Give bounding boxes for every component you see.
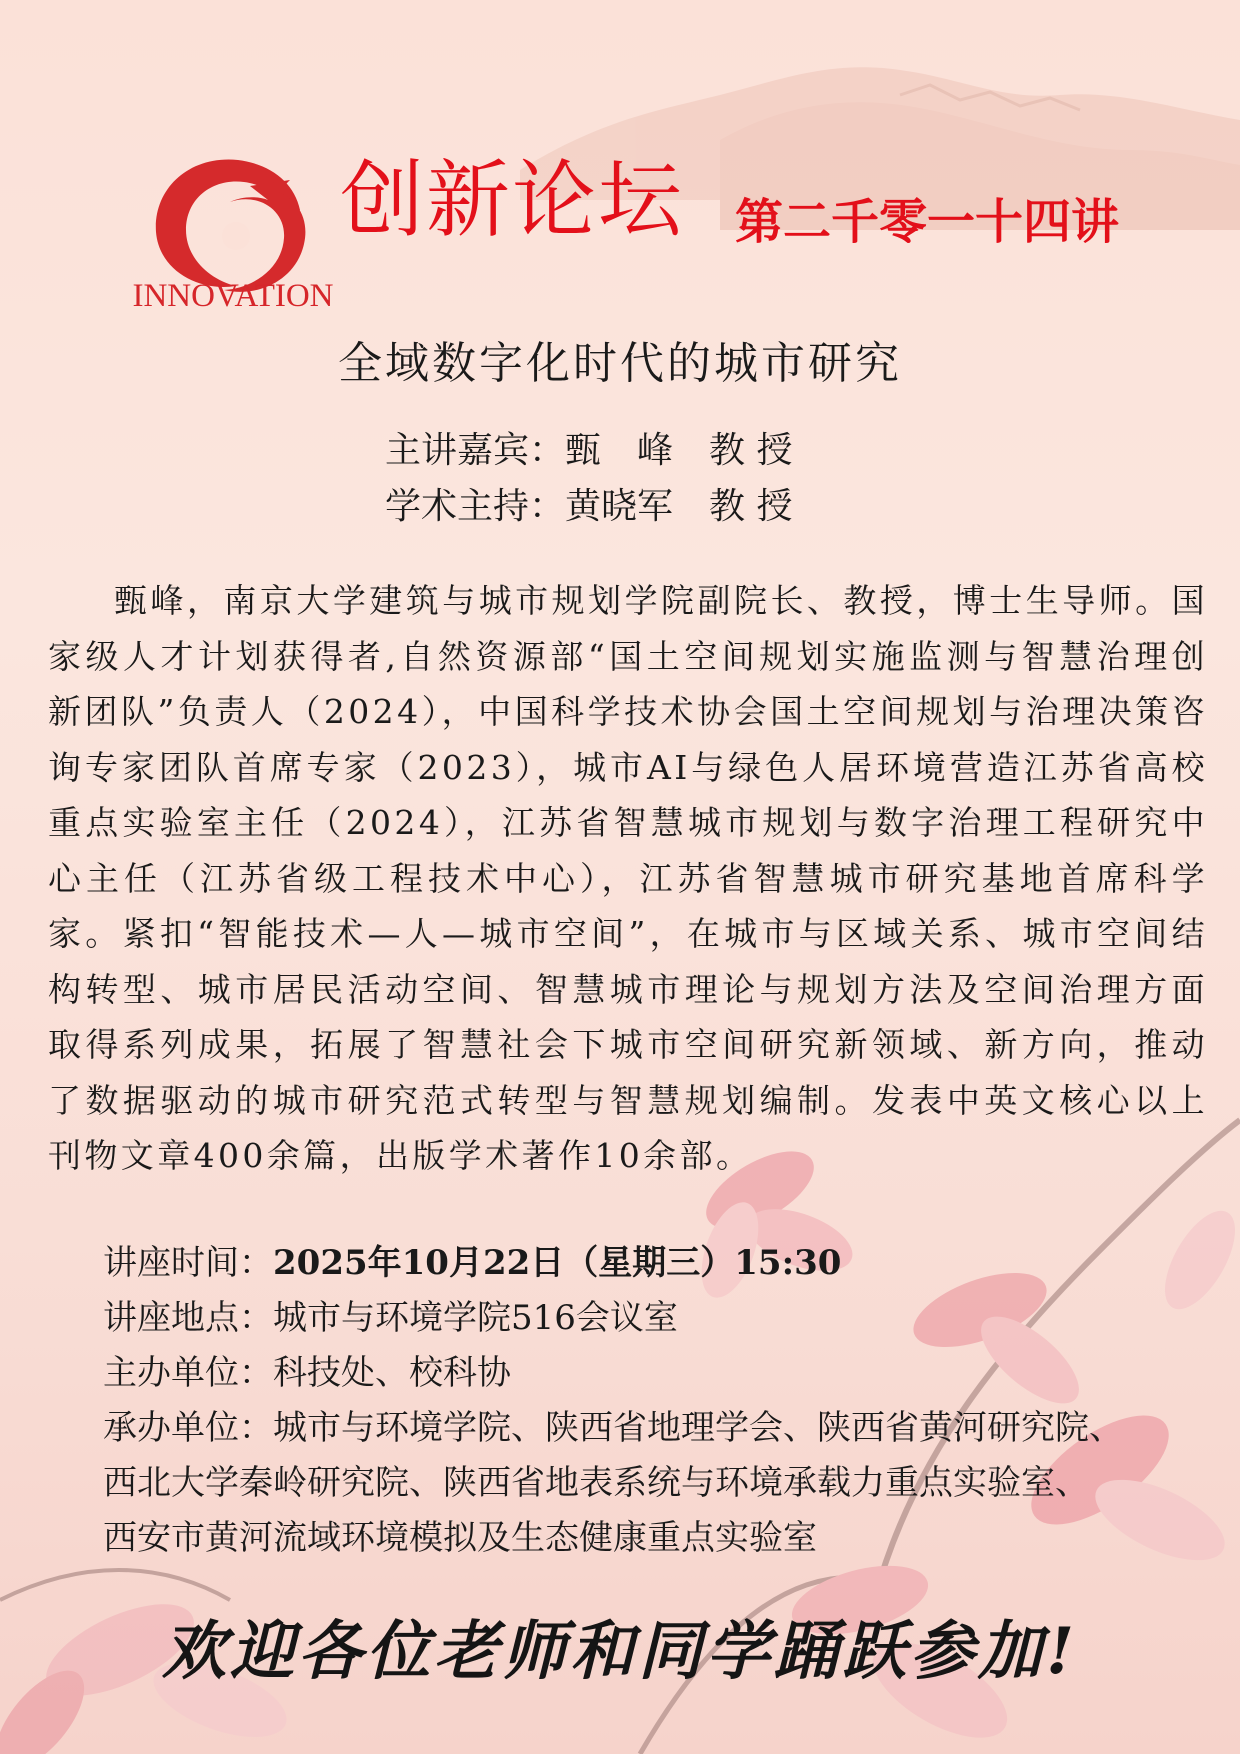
place-label: 讲座地点： — [103, 1298, 273, 1338]
speaker-name: 甄 峰 — [565, 430, 710, 471]
speaker-label: 主讲嘉宾： — [385, 430, 566, 471]
talk-title: 全域数字化时代的城市研究 — [338, 338, 902, 389]
co-organizer-row-2: 西北大学秦岭研究院、陕西省地表系统与环境承载力重点实验室、 — [103, 1463, 1089, 1503]
speaker-title: 教 授 — [709, 430, 793, 471]
speaker-host-block — [385, 423, 792, 535]
organizer-value: 科技处、校科协 — [273, 1353, 511, 1393]
lecture-number: 第二千零一十四讲 — [735, 194, 1120, 250]
co-organizer-row — [103, 1401, 1213, 1456]
host-name: 黄晓军 — [565, 486, 710, 527]
organizer-label: 主办单位： — [103, 1353, 273, 1393]
speaker-bio: 甄峰，南京大学建筑与城市规划学院副院长、教授，博士生导师。国家级人才计划获得者,自然资源部“国土空间规划实施监测与智慧治理创新团队”负责人（2024），中国科学技术协会国土空间规划与治理决策咨询专家团队首席专家（2023），城市AI与绿色人居环境营造江苏省高校重点实验室主任（2024），江苏省智慧城市规划与数字治理工程研究中心主任（江苏省级工程技术中心），江苏省智慧城市研究基地首席科学家。紧扣“智能技术—人—城市空间”，在城市与区域关系、城市空间结构转型、城市居民活动空间、智慧城市理论与规划方法及空间治理方面取得系列成果，拓展了智慧社会下城市空间研究新领域、新方向，推动了数据驱动的城市研究范式转型与智慧规划编制。发表中英文核心以上刊物文章400余篇，出版学术著作10余部。 — [48, 581, 1208, 1175]
forum-title: 创新论坛 — [340, 151, 685, 249]
host-row — [385, 479, 792, 535]
co-organizer-label: 承办单位： — [103, 1408, 273, 1448]
welcome-slogan: 欢迎各位老师和同学踊跃参加! — [161, 1614, 1079, 1689]
host-title: 教 授 — [709, 486, 793, 527]
host-label: 学术主持： — [385, 486, 566, 527]
time-row — [103, 1236, 1213, 1291]
time-label: 讲座时间： — [103, 1243, 273, 1283]
speaker-row — [385, 423, 792, 479]
place-value: 城市与环境学院516会议室 — [273, 1298, 678, 1338]
co-organizer-line1: 城市与环境学院、陕西省地理学会、陕西省黄河研究院、 — [273, 1408, 1123, 1448]
place-row — [103, 1291, 1213, 1346]
organizer-row — [103, 1346, 1213, 1401]
logo-wordmark: INNOVATION — [132, 278, 334, 314]
co-organizer-row-3: 西安市黄河流域环境模拟及生态健康重点实验室 — [103, 1518, 817, 1558]
time-value: 2025年10月22日（星期三）15:30 — [273, 1243, 842, 1283]
event-info — [103, 1236, 1213, 1566]
